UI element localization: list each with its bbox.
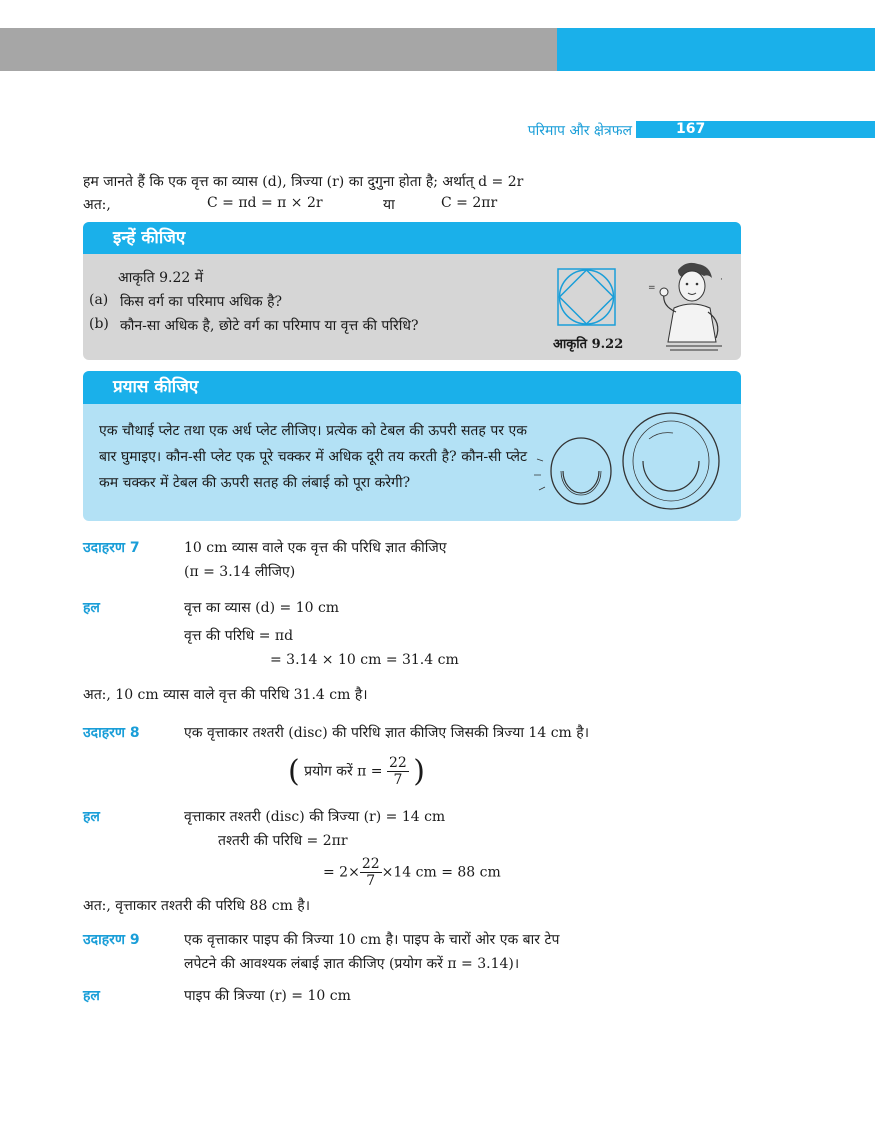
chapter-title: परिमाप और क्षेत्रफल <box>527 123 632 139</box>
svg-text:·: · <box>720 275 723 285</box>
intro-line-2-prefix: अत:, <box>83 197 111 213</box>
do-this-item-b-marker: (b) <box>89 316 109 332</box>
try-these-text: एक चौथाई प्लेट तथा एक अर्ध प्लेट लीजिए। प्रत्येक को टेबल की ऊपरी सतह पर एक बार घुमाइए। कौन-सी प्लेट एक पूरे चक्कर में अधिक दूरी तय करती है? कौन-सी प्लेट कम चक्कर में टेबल की ऊपरी सतह की लंबाई को पूरा करेगी? <box>99 423 527 491</box>
example-9-question-1: एक वृत्ताकार पाइप की त्रिज्या 10 cm है। पाइप के चारों ओर एक बार टेप <box>184 932 560 948</box>
example-8-hint-prefix: प्रयोग करें π = <box>304 763 383 780</box>
example-7-question-1: 10 cm व्यास वाले एक वृत्त की परिधि ज्ञात कीजिए <box>184 540 447 556</box>
example-9-step-1: पाइप की त्रिज्या (r) = 10 cm <box>184 988 351 1004</box>
example-8-solution-label: हल <box>83 809 100 825</box>
example-8-conclusion: अत:, वृत्ताकार तश्तरी की परिधि 88 cm है। <box>83 898 311 914</box>
square-circle-figure <box>556 267 618 327</box>
example-9-solution-label: हल <box>83 988 100 1004</box>
example-8-question: एक वृत्ताकार तश्तरी (disc) की परिधि ज्ञात कीजिए जिसकी त्रिज्या 14 cm है। <box>184 725 590 741</box>
example-7-conclusion: अत:, 10 cm व्यास वाले वृत्त की परिधि 31.4 cm है। <box>83 687 368 703</box>
plates-illustration <box>531 409 723 513</box>
example-8-hint-denominator: 7 <box>393 772 403 788</box>
do-this-intro: आकृति 9.22 में <box>118 270 204 286</box>
example-7-step-1: वृत्त का व्यास (d) = 10 cm <box>184 600 340 616</box>
page-number: 167 <box>636 121 875 138</box>
intro-or: या <box>383 197 395 213</box>
example-8-hint: ( प्रयोग करें π = $\frac{22}{7}$ ) <box>288 754 425 789</box>
example-8-step-3 <box>323 856 501 889</box>
example-7-solution-label: हल <box>83 600 100 616</box>
example-8-step-1: वृत्ताकार तश्तरी (disc) की त्रिज्या (r) = 14 cm <box>184 809 446 825</box>
svg-text:=: = <box>648 283 656 293</box>
intro-line-1: हम जानते हैं कि एक वृत्त का व्यास (d), त्रिज्या (r) का दुगुना होता है; अर्थात् d = 2r <box>83 174 524 190</box>
example-8-step-2: तश्तरी की परिधि = 2πr <box>218 833 348 849</box>
do-this-item-a: किस वर्ग का परिमाप अधिक है? <box>120 294 283 310</box>
header-band-blue <box>557 28 875 71</box>
example-7-step-3: = 3.14 × 10 cm = 31.4 cm <box>270 652 459 668</box>
try-these-title: प्रयास कीजिए <box>83 371 741 404</box>
example-8-hint-fraction <box>387 755 409 788</box>
intro-equation-2: C = 2πr <box>441 195 498 211</box>
example-8-label: उदाहरण 8 <box>83 725 140 741</box>
example-8-hint-numerator: 22 <box>388 755 407 771</box>
example-7-question-2: (π = 3.14 लीजिए) <box>184 564 296 580</box>
example-9-question-2: लपेटने की आवश्यक लंबाई ज्ञात कीजिए (प्रयोग करें π = 3.14)। <box>184 956 520 972</box>
example-8-step-3-numerator: 22 <box>361 856 380 872</box>
example-7-label: उदाहरण 7 <box>83 540 140 556</box>
example-8-step-3-suffix: ×14 cm = 88 cm <box>381 864 501 881</box>
do-this-box <box>83 222 741 360</box>
thinking-boy-illustration <box>646 260 736 356</box>
example-8-step-3-prefix: = 2× <box>323 864 360 881</box>
do-this-title: इन्हें कीजिए <box>83 222 741 254</box>
example-8-step-3-fraction <box>360 856 382 889</box>
do-this-item-b: कौन-सा अधिक है, छोटे वर्ग का परिमाप या वृत्त की परिधि? <box>120 318 419 334</box>
header-band-gray <box>0 28 557 71</box>
intro-equation-1: C = πd = π × 2r <box>207 195 323 211</box>
example-7-step-2: वृत्त की परिधि = πd <box>184 628 294 644</box>
example-8-step-3-denominator: 7 <box>366 873 376 889</box>
figure-caption: आकृति 9.22 <box>553 337 624 352</box>
try-these-box <box>83 371 741 521</box>
do-this-item-a-marker: (a) <box>89 292 109 308</box>
example-9-label: उदाहरण 9 <box>83 932 140 948</box>
